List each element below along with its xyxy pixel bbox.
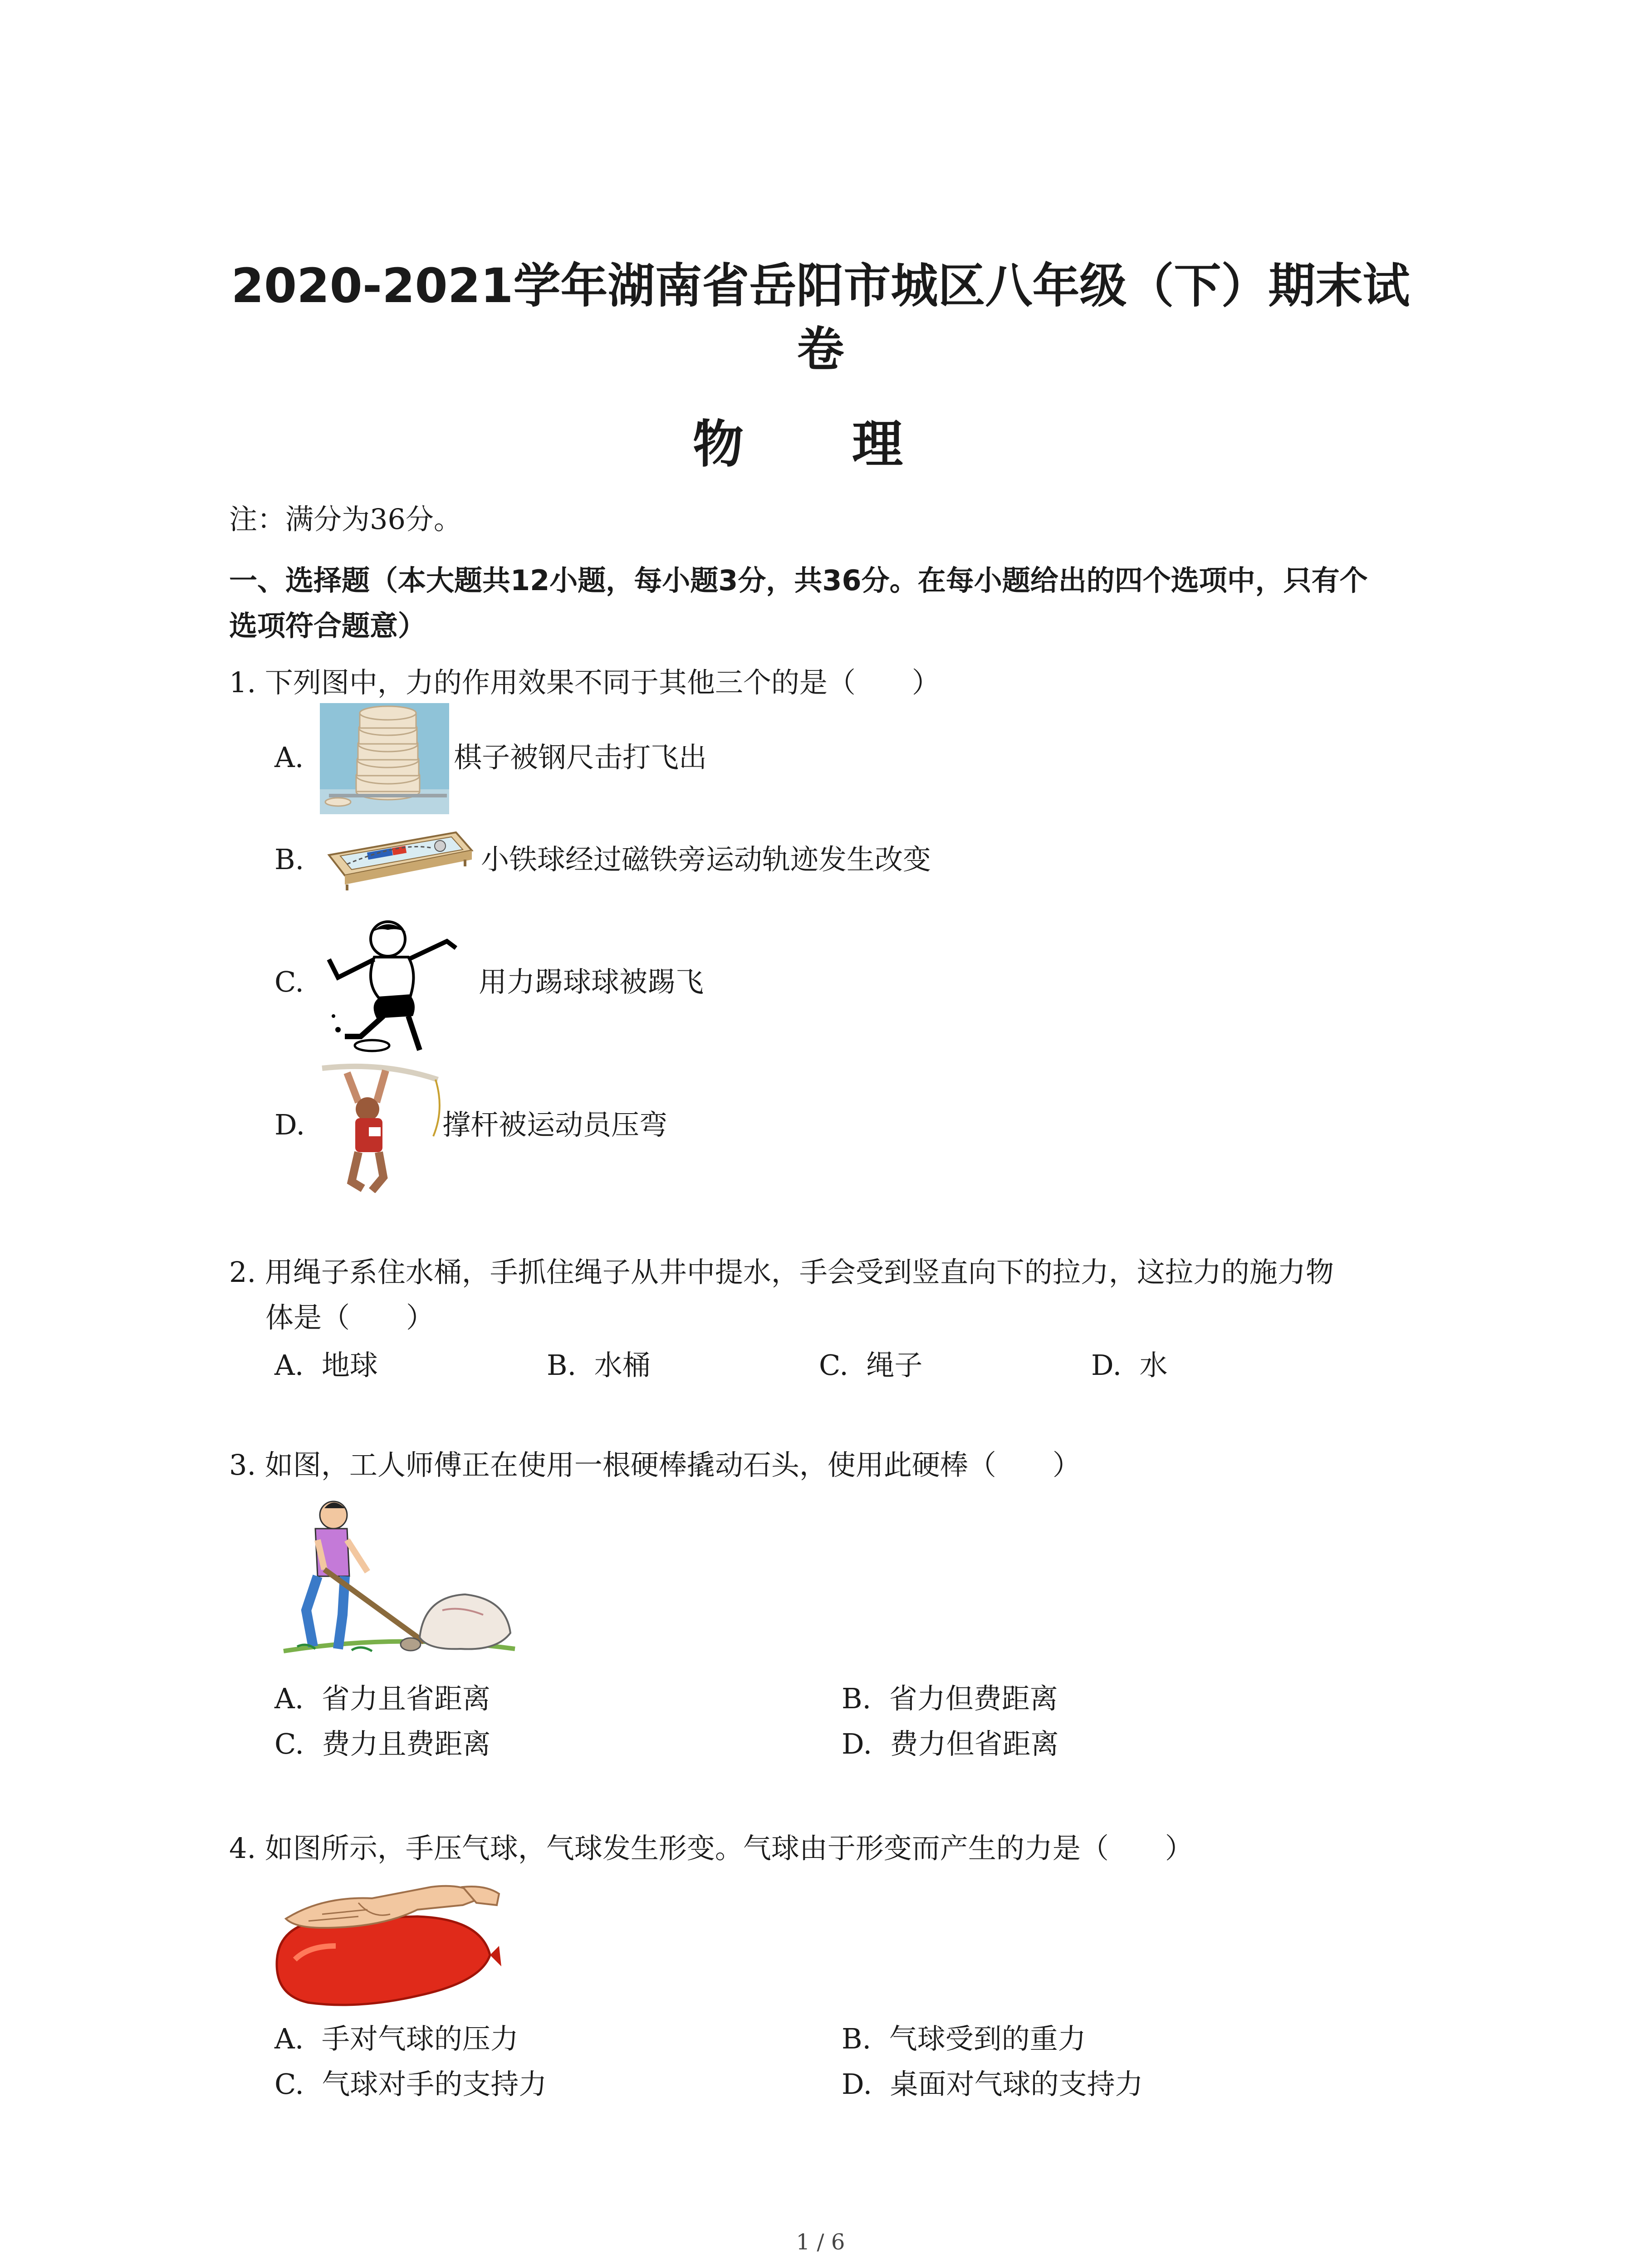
question-4-option-a-letter: A. [274, 2022, 304, 2055]
question-4-option-d-letter: D. [842, 2068, 872, 2101]
hand-pressing-balloon-drawing [268, 1878, 504, 2023]
question-3-option-b-text: 省力但费距离 [889, 1682, 1058, 1715]
note-text: 注：满分为36分。 [229, 503, 462, 536]
question-3-option-a-letter: A. [274, 1682, 304, 1715]
page-number: 1 / 6 [796, 2229, 845, 2255]
page-title [0, 254, 1641, 381]
question-1-option-c-letter: C. [274, 965, 304, 998]
question-2-option-a-text: 地球 [321, 1349, 378, 1382]
question-2-option-a-letter: A. [274, 1349, 304, 1382]
question-2-option-d-letter: D. [1091, 1349, 1122, 1382]
question-4-option-b [842, 2021, 1086, 2057]
question-2-stem-line2: 体是（ ） [265, 1301, 435, 1334]
question-4-stem: 4. 如图所示，手压气球，气球发生形变。气球由于形变而产生的力是（ ） [229, 1832, 1193, 1865]
question-1-option-c-text: 用力踢球球被踢飞 [479, 965, 704, 998]
question-4-option-a-text: 手对气球的压力 [321, 2022, 519, 2055]
question-1-option-a-letter: A. [274, 741, 304, 774]
question-2-option-d-text: 水 [1139, 1349, 1168, 1382]
question-1-option-d-text: 撑杆被运动员压弯 [442, 1108, 668, 1141]
question-3-stem: 3. 如图，工人师傅正在使用一根硬棒撬动石头，使用此硬棒（ ） [229, 1448, 1081, 1481]
subject-heading: 物 理 [693, 415, 948, 474]
question-4-option-b-text: 气球受到的重力 [889, 2022, 1086, 2055]
question-2-option-d [1091, 1347, 1168, 1383]
question-2-option-b [547, 1347, 651, 1383]
question-2-option-a [274, 1347, 378, 1383]
section-heading-line2: 选项符合题意） [229, 609, 426, 642]
question-2-option-c-text: 绳子 [866, 1349, 923, 1382]
question-3-option-c-letter: C. [274, 1727, 304, 1760]
pole-vaulter-photo [320, 1059, 442, 1193]
question-4-option-c-text: 气球对手的支持力 [322, 2068, 547, 2101]
person-kicking-ball-drawing [320, 914, 474, 1055]
question-2-stem-line1: 2. 用绳子系住水桶，手抓住绳子从井中提水，手会受到竖直向下的拉力，这拉力的施力物 [229, 1256, 1334, 1289]
question-1-option-b-text: 小铁球经过磁铁旁运动轨迹发生改变 [481, 843, 931, 876]
magnet-ball-track-image [320, 823, 476, 891]
question-3-option-b-letter: B. [842, 1682, 872, 1715]
question-4-option-d-text: 桌面对气球的支持力 [890, 2068, 1143, 2101]
section-heading-line1: 一、选择题（本大题共12小题，每小题3分，共36分。在每小题给出的四个选项中，只有个 [229, 564, 1368, 597]
question-4-option-c [274, 2066, 547, 2102]
question-2-option-c-letter: C. [819, 1349, 848, 1382]
worker-lever-rock-drawing [270, 1497, 524, 1660]
question-3-option-b [842, 1681, 1058, 1717]
question-1-option-b-letter: B. [274, 843, 304, 876]
page-title-line1: 2020-2021学年湖南省岳阳市城区八年级（下）期末试 [231, 258, 1410, 313]
chess-pieces-ruler-photo [320, 703, 449, 814]
question-4-option-c-letter: C. [274, 2068, 304, 2101]
question-3-option-d-text: 费力但省距离 [890, 1727, 1059, 1760]
question-3-option-c [274, 1726, 490, 1762]
page-title-line2: 卷 [797, 322, 844, 377]
question-4-option-b-letter: B. [842, 2022, 872, 2055]
question-3-option-d-letter: D. [842, 1727, 872, 1760]
question-2-option-b-letter: B. [547, 1349, 577, 1382]
question-1-option-d-letter: D. [274, 1108, 305, 1141]
question-1-stem: 1. 下列图中，力的作用效果不同于其他三个的是（ ） [229, 666, 940, 699]
question-3-option-d [842, 1726, 1059, 1762]
question-3-option-a-text: 省力且省距离 [321, 1682, 490, 1715]
question-2-option-c [819, 1347, 922, 1383]
question-4-option-d [842, 2066, 1143, 2102]
question-2-option-b-text: 水桶 [594, 1349, 651, 1382]
question-1-option-a-text: 棋子被钢尺击打飞出 [454, 741, 707, 774]
question-4-option-a [274, 2021, 519, 2057]
question-3-option-c-text: 费力且费距离 [322, 1727, 491, 1760]
question-3-option-a [274, 1681, 490, 1717]
